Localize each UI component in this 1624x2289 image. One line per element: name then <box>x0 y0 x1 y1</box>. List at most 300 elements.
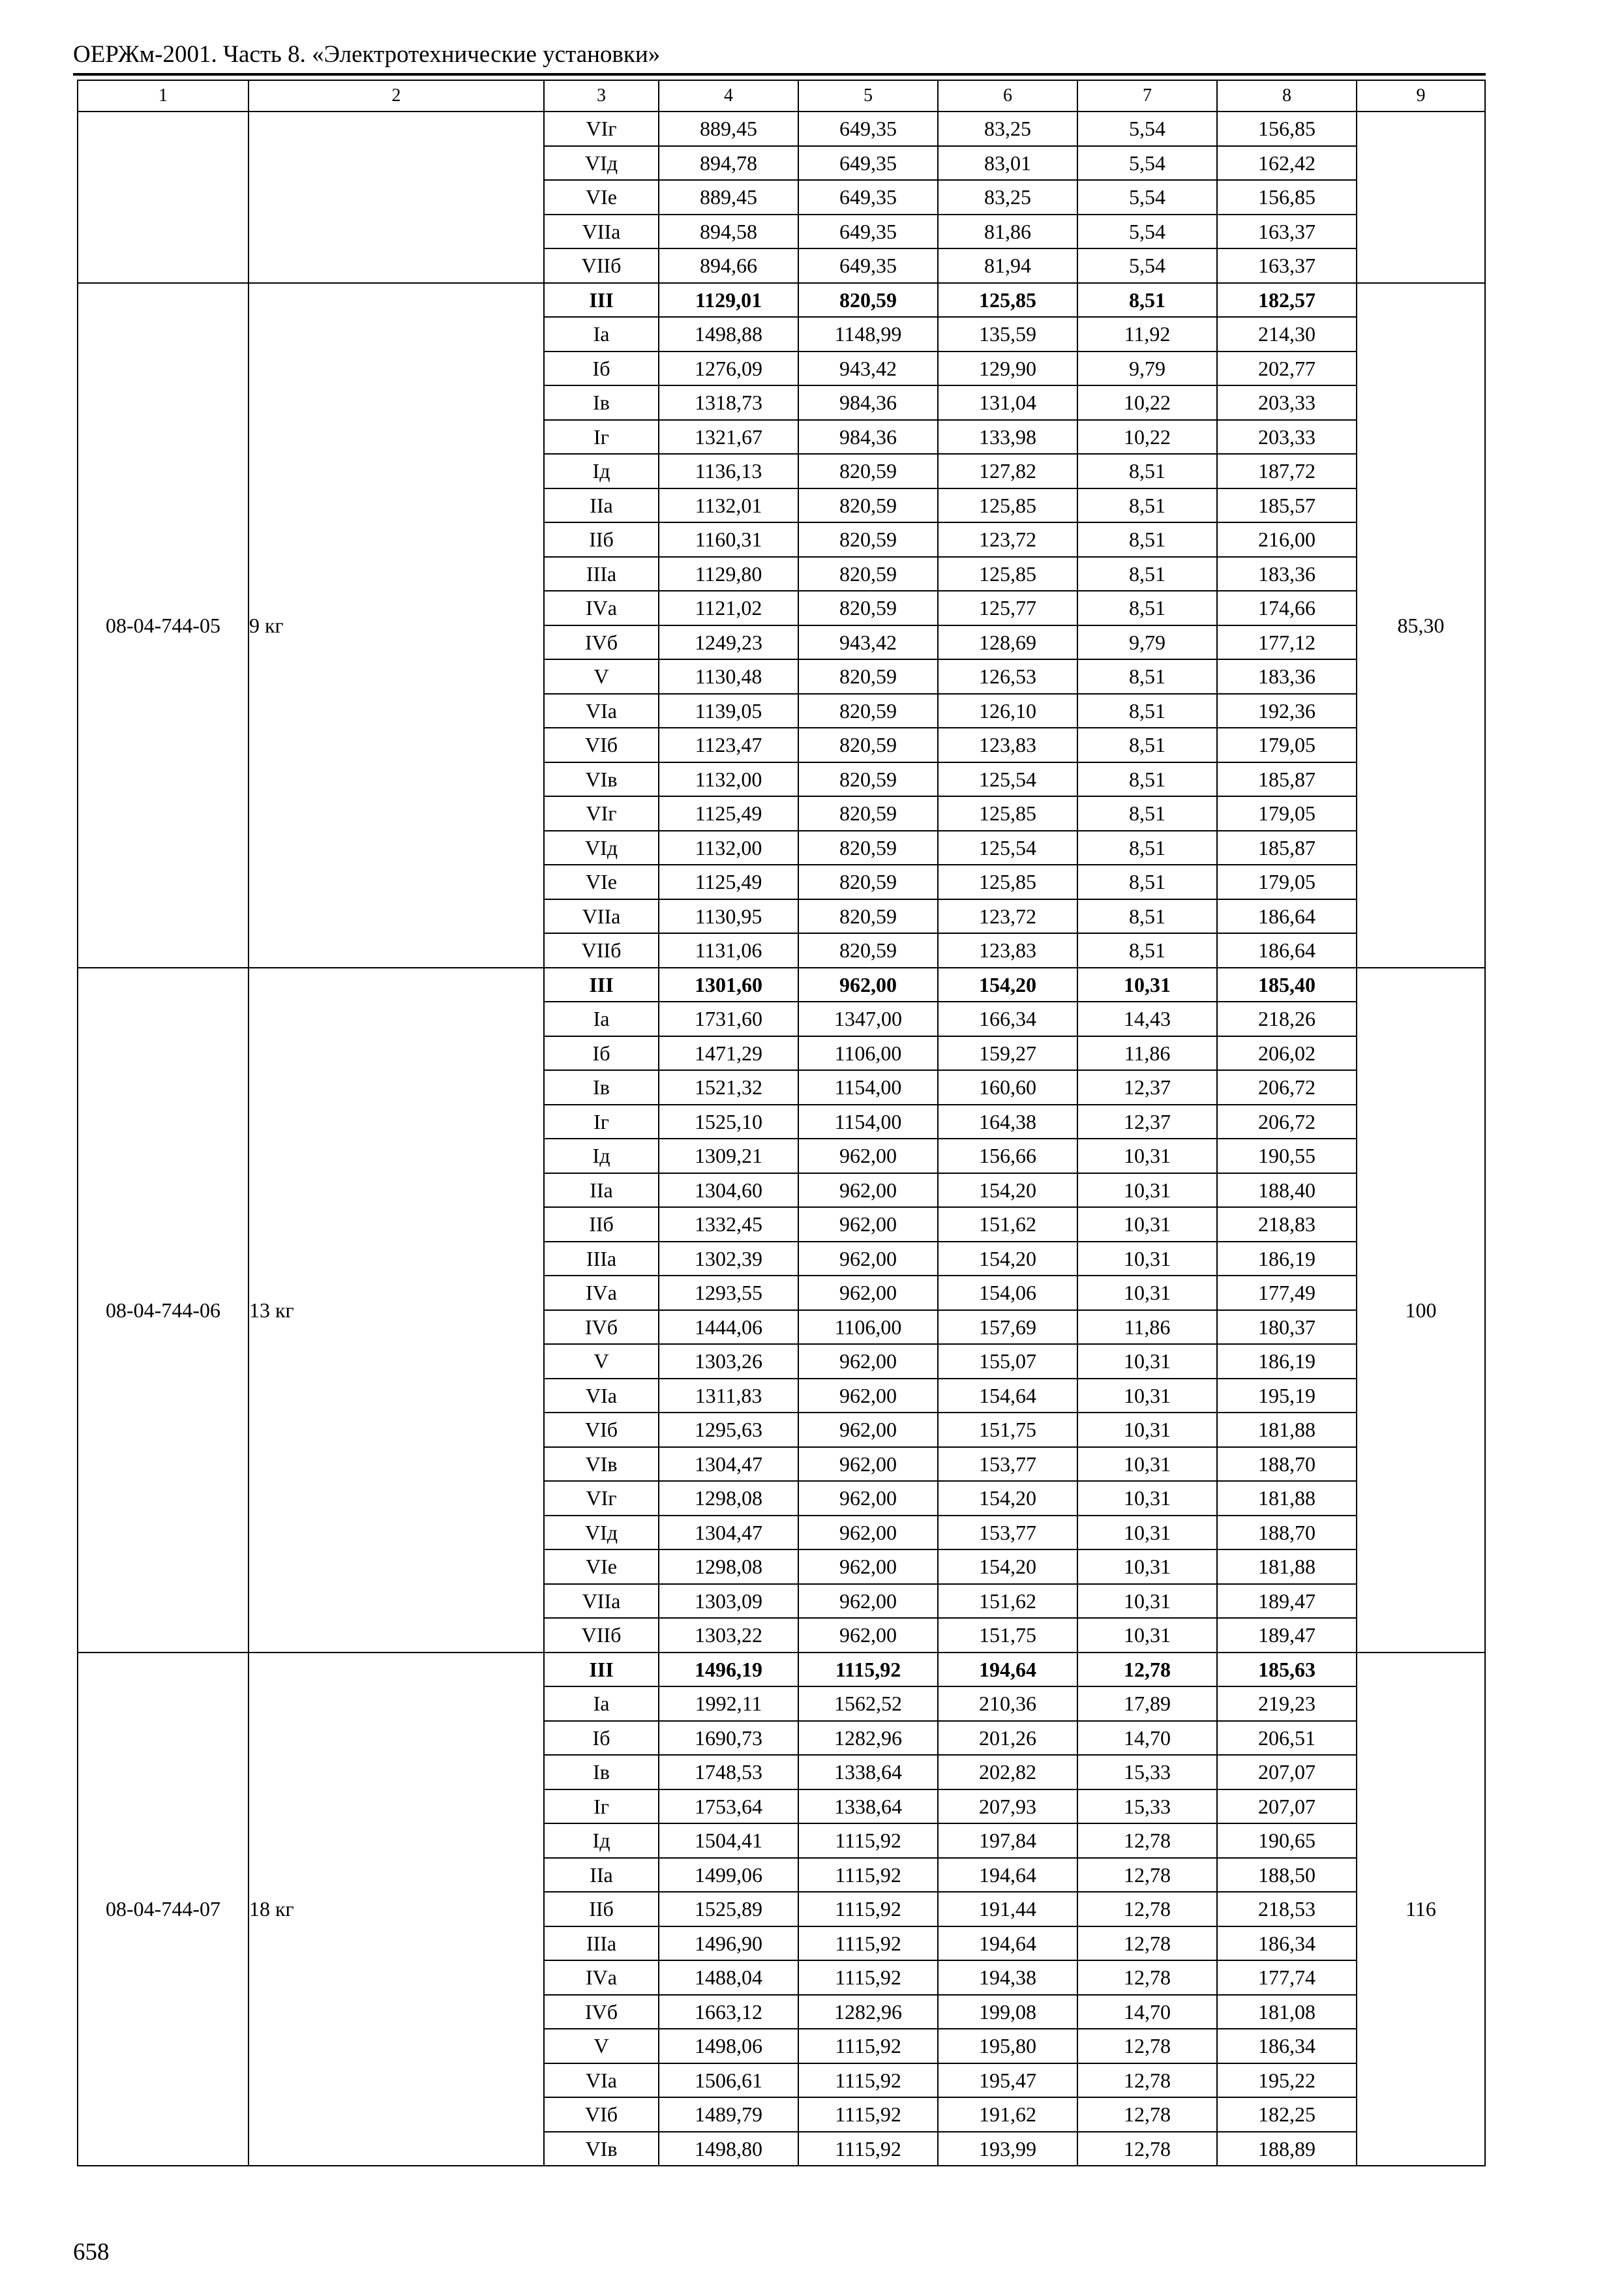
zone-cell: VIв <box>544 1447 659 1482</box>
zone-cell: Iд <box>544 454 659 488</box>
value-cell: 820,59 <box>798 899 938 934</box>
value-cell: 12,78 <box>1077 1960 1217 1995</box>
value-cell: 195,80 <box>938 2029 1077 2063</box>
zone-cell: Iа <box>544 1686 659 1721</box>
value-cell: 1115,92 <box>798 1892 938 1926</box>
value-cell: 131,04 <box>938 385 1077 420</box>
value-cell: 194,64 <box>938 1858 1077 1893</box>
zone-cell: IIIа <box>544 1926 659 1961</box>
value-cell: 1499,06 <box>659 1858 798 1893</box>
value-cell: 193,99 <box>938 2132 1077 2166</box>
value-cell: 156,66 <box>938 1139 1077 1173</box>
value-cell: 185,63 <box>1217 1653 1357 1687</box>
value-cell: 1748,53 <box>659 1755 798 1789</box>
zone-cell: VIIб <box>544 1618 659 1653</box>
rate-code: 08-04-744-07 <box>78 1653 248 2166</box>
value-cell: 186,19 <box>1217 1242 1357 1276</box>
value-cell: 151,62 <box>938 1584 1077 1619</box>
rate-code: 08-04-744-06 <box>78 968 248 1653</box>
header-rule <box>73 73 1486 76</box>
zone-cell: VIа <box>544 1379 659 1413</box>
zone-cell: IIа <box>544 488 659 523</box>
value-cell: 151,62 <box>938 1207 1077 1242</box>
value-cell: 1154,00 <box>798 1105 938 1139</box>
zone-cell: VIIа <box>544 899 659 934</box>
zone-cell: III <box>544 1653 659 1687</box>
value-cell: 123,72 <box>938 522 1077 557</box>
zone-cell: IIIа <box>544 557 659 591</box>
value-cell: 195,22 <box>1217 2063 1357 2098</box>
value-cell: 1132,00 <box>659 762 798 797</box>
value-cell: 10,31 <box>1077 1516 1217 1550</box>
value-cell: 8,51 <box>1077 762 1217 797</box>
value-cell: 135,59 <box>938 317 1077 352</box>
value-cell: 12,78 <box>1077 1892 1217 1926</box>
value-cell: 163,37 <box>1217 215 1357 249</box>
value-cell: 10,31 <box>1077 1413 1217 1447</box>
value-cell: 8,51 <box>1077 831 1217 865</box>
value-cell: 125,54 <box>938 831 1077 865</box>
value-cell: 10,31 <box>1077 968 1217 1002</box>
value-cell: 8,51 <box>1077 933 1217 968</box>
value-cell: 1154,00 <box>798 1070 938 1105</box>
column-header-6: 6 <box>938 80 1077 112</box>
zone-cell: VIв <box>544 762 659 797</box>
value-cell: 12,78 <box>1077 2063 1217 2098</box>
value-cell: 1304,47 <box>659 1516 798 1550</box>
value-cell: 1282,96 <box>798 1721 938 1756</box>
value-cell: 192,36 <box>1217 694 1357 728</box>
value-cell: 8,51 <box>1077 454 1217 488</box>
value-cell: 1148,99 <box>798 317 938 352</box>
value-cell: 15,33 <box>1077 1755 1217 1789</box>
rate-name: 13 кг <box>248 968 544 1653</box>
value-cell: 1298,08 <box>659 1549 798 1584</box>
value-cell: 186,64 <box>1217 899 1357 934</box>
col9-value: 100 <box>1357 968 1485 1653</box>
col9-value: 116 <box>1357 1653 1485 2166</box>
value-cell: 207,07 <box>1217 1789 1357 1824</box>
value-cell: 81,94 <box>938 248 1077 283</box>
zone-cell: VIг <box>544 796 659 831</box>
rate-name: 18 кг <box>248 1653 544 2166</box>
value-cell: 10,31 <box>1077 1481 1217 1516</box>
column-number-row <box>78 80 1485 112</box>
zone-cell: VIд <box>544 146 659 181</box>
value-cell: 177,12 <box>1217 625 1357 660</box>
zone-cell: VIе <box>544 1549 659 1584</box>
value-cell: 17,89 <box>1077 1686 1217 1721</box>
value-cell: 1318,73 <box>659 385 798 420</box>
value-cell: 1295,63 <box>659 1413 798 1447</box>
value-cell: 153,77 <box>938 1516 1077 1550</box>
value-cell: 8,51 <box>1077 694 1217 728</box>
value-cell: 125,85 <box>938 796 1077 831</box>
zone-cell: Iб <box>544 1036 659 1071</box>
value-cell: 10,31 <box>1077 1207 1217 1242</box>
value-cell: 10,31 <box>1077 1173 1217 1208</box>
value-cell: 151,75 <box>938 1413 1077 1447</box>
column-header-8: 8 <box>1217 80 1357 112</box>
value-cell: 10,22 <box>1077 420 1217 455</box>
zone-cell: VIг <box>544 1481 659 1516</box>
value-cell: 894,58 <box>659 215 798 249</box>
value-cell: 12,78 <box>1077 2132 1217 2166</box>
value-cell: 1303,09 <box>659 1584 798 1619</box>
value-cell: 183,36 <box>1217 659 1357 694</box>
zone-cell: Iв <box>544 385 659 420</box>
value-cell: 154,20 <box>938 1242 1077 1276</box>
value-cell: 1311,83 <box>659 1379 798 1413</box>
value-cell: 162,42 <box>1217 146 1357 181</box>
value-cell: 10,31 <box>1077 1276 1217 1310</box>
column-header-2: 2 <box>248 80 544 112</box>
value-cell: 81,86 <box>938 215 1077 249</box>
value-cell: 1106,00 <box>798 1036 938 1071</box>
value-cell: 128,69 <box>938 625 1077 660</box>
value-cell: 962,00 <box>798 1447 938 1482</box>
value-cell: 218,53 <box>1217 1892 1357 1926</box>
value-cell: 186,34 <box>1217 2029 1357 2063</box>
value-cell: 188,89 <box>1217 2132 1357 2166</box>
value-cell: 186,64 <box>1217 933 1357 968</box>
value-cell: 126,53 <box>938 659 1077 694</box>
value-cell: 10,22 <box>1077 385 1217 420</box>
zone-cell: Iб <box>544 352 659 386</box>
value-cell: 962,00 <box>798 1207 938 1242</box>
value-cell: 820,59 <box>798 659 938 694</box>
value-cell: 943,42 <box>798 352 938 386</box>
value-cell: 125,54 <box>938 762 1077 797</box>
value-cell: 962,00 <box>798 1242 938 1276</box>
zone-cell: VIб <box>544 728 659 762</box>
value-cell: 1130,48 <box>659 659 798 694</box>
value-cell: 1293,55 <box>659 1276 798 1310</box>
value-cell: 1115,92 <box>798 2132 938 2166</box>
value-cell: 1123,47 <box>659 728 798 762</box>
value-cell: 8,51 <box>1077 899 1217 934</box>
value-cell: 194,38 <box>938 1960 1077 1995</box>
value-cell: 1504,41 <box>659 1823 798 1858</box>
value-cell: 1115,92 <box>798 2097 938 2132</box>
value-cell: 820,59 <box>798 488 938 523</box>
value-cell: 820,59 <box>798 865 938 899</box>
value-cell: 203,33 <box>1217 385 1357 420</box>
value-cell: 202,77 <box>1217 352 1357 386</box>
zone-cell: III <box>544 283 659 318</box>
value-cell: 962,00 <box>798 1276 938 1310</box>
value-cell: 1496,90 <box>659 1926 798 1961</box>
value-cell: 125,85 <box>938 283 1077 318</box>
value-cell: 125,85 <box>938 865 1077 899</box>
value-cell: 1498,88 <box>659 317 798 352</box>
value-cell: 12,78 <box>1077 1858 1217 1893</box>
value-cell: 1276,09 <box>659 352 798 386</box>
zone-cell: V <box>544 1344 659 1379</box>
zone-cell: Iг <box>544 420 659 455</box>
table-row <box>78 1653 1485 1687</box>
value-cell: 820,59 <box>798 694 938 728</box>
value-cell: 1488,04 <box>659 1960 798 1995</box>
value-cell: 1444,06 <box>659 1310 798 1345</box>
value-cell: 894,78 <box>659 146 798 181</box>
value-cell: 12,37 <box>1077 1070 1217 1105</box>
value-cell: 185,87 <box>1217 831 1357 865</box>
value-cell: 10,31 <box>1077 1242 1217 1276</box>
value-cell: 1525,10 <box>659 1105 798 1139</box>
value-cell: 179,05 <box>1217 865 1357 899</box>
value-cell: 962,00 <box>798 1549 938 1584</box>
value-cell: 187,72 <box>1217 454 1357 488</box>
value-cell: 11,86 <box>1077 1310 1217 1345</box>
value-cell: 962,00 <box>798 1344 938 1379</box>
value-cell: 1471,29 <box>659 1036 798 1071</box>
value-cell: 1303,26 <box>659 1344 798 1379</box>
rate-code: 08-04-744-05 <box>78 283 248 968</box>
value-cell: 8,51 <box>1077 488 1217 523</box>
value-cell: 1525,89 <box>659 1892 798 1926</box>
value-cell: 8,51 <box>1077 557 1217 591</box>
value-cell: 190,65 <box>1217 1823 1357 1858</box>
value-cell: 156,85 <box>1217 112 1357 146</box>
value-cell: 1521,32 <box>659 1070 798 1105</box>
zone-cell: IIб <box>544 1207 659 1242</box>
value-cell: 157,69 <box>938 1310 1077 1345</box>
zone-cell: IIа <box>544 1173 659 1208</box>
value-cell: 206,02 <box>1217 1036 1357 1071</box>
value-cell: 191,44 <box>938 1892 1077 1926</box>
col9-value <box>1357 112 1485 283</box>
value-cell: 1302,39 <box>659 1242 798 1276</box>
value-cell: 1115,92 <box>798 2029 938 2063</box>
value-cell: 8,51 <box>1077 659 1217 694</box>
value-cell: 1282,96 <box>798 1995 938 2029</box>
value-cell: 1115,92 <box>798 2063 938 2098</box>
value-cell: 127,82 <box>938 454 1077 488</box>
value-cell: 154,20 <box>938 968 1077 1002</box>
value-cell: 154,20 <box>938 1481 1077 1516</box>
value-cell: 820,59 <box>798 933 938 968</box>
value-cell: 820,59 <box>798 591 938 625</box>
value-cell: 1992,11 <box>659 1686 798 1721</box>
value-cell: 1347,00 <box>798 1002 938 1036</box>
value-cell: 10,31 <box>1077 1344 1217 1379</box>
value-cell: 181,88 <box>1217 1413 1357 1447</box>
value-cell: 129,90 <box>938 352 1077 386</box>
value-cell: 1115,92 <box>798 1858 938 1893</box>
value-cell: 181,88 <box>1217 1481 1357 1516</box>
table-row <box>78 968 1485 1002</box>
value-cell: 12,78 <box>1077 1823 1217 1858</box>
zone-cell: VIIб <box>544 248 659 283</box>
table-row <box>78 283 1485 318</box>
value-cell: 218,83 <box>1217 1207 1357 1242</box>
zone-cell: VIа <box>544 2063 659 2098</box>
zone-cell: VIв <box>544 2132 659 2166</box>
value-cell: 188,70 <box>1217 1516 1357 1550</box>
zone-cell: Iг <box>544 1789 659 1824</box>
zone-cell: VIе <box>544 180 659 215</box>
value-cell: 1115,92 <box>798 1653 938 1687</box>
value-cell: 123,72 <box>938 899 1077 934</box>
value-cell: 12,78 <box>1077 2029 1217 2063</box>
zone-cell: Iд <box>544 1823 659 1858</box>
value-cell: 5,54 <box>1077 146 1217 181</box>
value-cell: 1115,92 <box>798 1823 938 1858</box>
value-cell: 12,78 <box>1077 1926 1217 1961</box>
value-cell: 649,35 <box>798 180 938 215</box>
value-cell: 163,37 <box>1217 248 1357 283</box>
value-cell: 1338,64 <box>798 1755 938 1789</box>
value-cell: 160,60 <box>938 1070 1077 1105</box>
zone-cell: VIд <box>544 1516 659 1550</box>
column-header-1: 1 <box>78 80 248 112</box>
value-cell: 197,84 <box>938 1823 1077 1858</box>
zone-cell: IVа <box>544 1276 659 1310</box>
value-cell: 1139,05 <box>659 694 798 728</box>
zone-cell: VIд <box>544 831 659 865</box>
value-cell: 188,70 <box>1217 1447 1357 1482</box>
value-cell: 189,47 <box>1217 1584 1357 1619</box>
value-cell: 214,30 <box>1217 317 1357 352</box>
value-cell: 962,00 <box>798 1139 938 1173</box>
value-cell: 174,66 <box>1217 591 1357 625</box>
zone-cell: IVб <box>544 1995 659 2029</box>
value-cell: 820,59 <box>798 283 938 318</box>
value-cell: 962,00 <box>798 1379 938 1413</box>
value-cell: 1121,02 <box>659 591 798 625</box>
value-cell: 206,51 <box>1217 1721 1357 1756</box>
value-cell: 820,59 <box>798 831 938 865</box>
value-cell: 194,64 <box>938 1926 1077 1961</box>
value-cell: 649,35 <box>798 146 938 181</box>
value-cell: 123,83 <box>938 933 1077 968</box>
value-cell: 1562,52 <box>798 1686 938 1721</box>
value-cell: 166,34 <box>938 1002 1077 1036</box>
value-cell: 10,31 <box>1077 1379 1217 1413</box>
value-cell: 820,59 <box>798 796 938 831</box>
value-cell: 8,51 <box>1077 796 1217 831</box>
value-cell: 9,79 <box>1077 352 1217 386</box>
rate-name: 9 кг <box>248 283 544 968</box>
value-cell: 962,00 <box>798 1516 938 1550</box>
column-header-4: 4 <box>659 80 798 112</box>
value-cell: 1131,06 <box>659 933 798 968</box>
value-cell: 820,59 <box>798 728 938 762</box>
value-cell: 207,07 <box>1217 1755 1357 1789</box>
value-cell: 8,51 <box>1077 522 1217 557</box>
page-number: 658 <box>73 2239 110 2266</box>
zone-cell: Iа <box>544 1002 659 1036</box>
value-cell: 1160,31 <box>659 522 798 557</box>
zone-cell: VIIа <box>544 215 659 249</box>
table-row <box>78 112 1485 146</box>
value-cell: 12,78 <box>1077 1653 1217 1687</box>
price-table <box>77 80 1486 2166</box>
value-cell: 181,08 <box>1217 1995 1357 2029</box>
value-cell: 125,85 <box>938 488 1077 523</box>
zone-cell: Iб <box>544 1721 659 1756</box>
value-cell: 820,59 <box>798 522 938 557</box>
value-cell: 216,00 <box>1217 522 1357 557</box>
value-cell: 962,00 <box>798 1413 938 1447</box>
value-cell: 14,70 <box>1077 1721 1217 1756</box>
value-cell: 83,25 <box>938 180 1077 215</box>
value-cell: 5,54 <box>1077 112 1217 146</box>
value-cell: 1129,01 <box>659 283 798 318</box>
rate-name <box>248 112 544 283</box>
page-header: ОЕРЖм-2001. Часть 8. «Электротехнические установки» <box>73 41 661 68</box>
value-cell: 1298,08 <box>659 1481 798 1516</box>
value-cell: 820,59 <box>798 454 938 488</box>
value-cell: 1498,06 <box>659 2029 798 2063</box>
value-cell: 83,01 <box>938 146 1077 181</box>
value-cell: 179,05 <box>1217 796 1357 831</box>
value-cell: 1129,80 <box>659 557 798 591</box>
value-cell: 1496,19 <box>659 1653 798 1687</box>
value-cell: 177,74 <box>1217 1960 1357 1995</box>
value-cell: 206,72 <box>1217 1070 1357 1105</box>
value-cell: 218,26 <box>1217 1002 1357 1036</box>
value-cell: 185,40 <box>1217 968 1357 1002</box>
zone-cell: VIIб <box>544 933 659 968</box>
value-cell: 1130,95 <box>659 899 798 934</box>
value-cell: 83,25 <box>938 112 1077 146</box>
value-cell: 11,86 <box>1077 1036 1217 1071</box>
value-cell: 962,00 <box>798 1618 938 1653</box>
value-cell: 185,87 <box>1217 762 1357 797</box>
column-header-5: 5 <box>798 80 938 112</box>
value-cell: 179,05 <box>1217 728 1357 762</box>
zone-cell: IVб <box>544 625 659 660</box>
value-cell: 154,64 <box>938 1379 1077 1413</box>
value-cell: 11,92 <box>1077 317 1217 352</box>
value-cell: 125,77 <box>938 591 1077 625</box>
value-cell: 984,36 <box>798 385 938 420</box>
zone-cell: Iг <box>544 1105 659 1139</box>
value-cell: 1303,22 <box>659 1618 798 1653</box>
zone-cell: IVб <box>544 1310 659 1345</box>
value-cell: 820,59 <box>798 762 938 797</box>
zone-cell: VIIа <box>544 1584 659 1619</box>
value-cell: 1332,45 <box>659 1207 798 1242</box>
value-cell: 186,19 <box>1217 1344 1357 1379</box>
zone-cell: IIIа <box>544 1242 659 1276</box>
value-cell: 164,38 <box>938 1105 1077 1139</box>
value-cell: 181,88 <box>1217 1549 1357 1584</box>
value-cell: 962,00 <box>798 1584 938 1619</box>
value-cell: 203,33 <box>1217 420 1357 455</box>
value-cell: 207,93 <box>938 1789 1077 1824</box>
value-cell: 12,37 <box>1077 1105 1217 1139</box>
value-cell: 1309,21 <box>659 1139 798 1173</box>
value-cell: 1132,01 <box>659 488 798 523</box>
value-cell: 1304,60 <box>659 1173 798 1208</box>
value-cell: 153,77 <box>938 1447 1077 1482</box>
value-cell: 183,36 <box>1217 557 1357 591</box>
value-cell: 1506,61 <box>659 2063 798 2098</box>
zone-cell: Iа <box>544 317 659 352</box>
value-cell: 962,00 <box>798 968 938 1002</box>
value-cell: 889,45 <box>659 112 798 146</box>
value-cell: 10,31 <box>1077 1584 1217 1619</box>
value-cell: 159,27 <box>938 1036 1077 1071</box>
value-cell: 1753,64 <box>659 1789 798 1824</box>
column-header-3: 3 <box>544 80 659 112</box>
value-cell: 649,35 <box>798 215 938 249</box>
value-cell: 1136,13 <box>659 454 798 488</box>
value-cell: 210,36 <box>938 1686 1077 1721</box>
